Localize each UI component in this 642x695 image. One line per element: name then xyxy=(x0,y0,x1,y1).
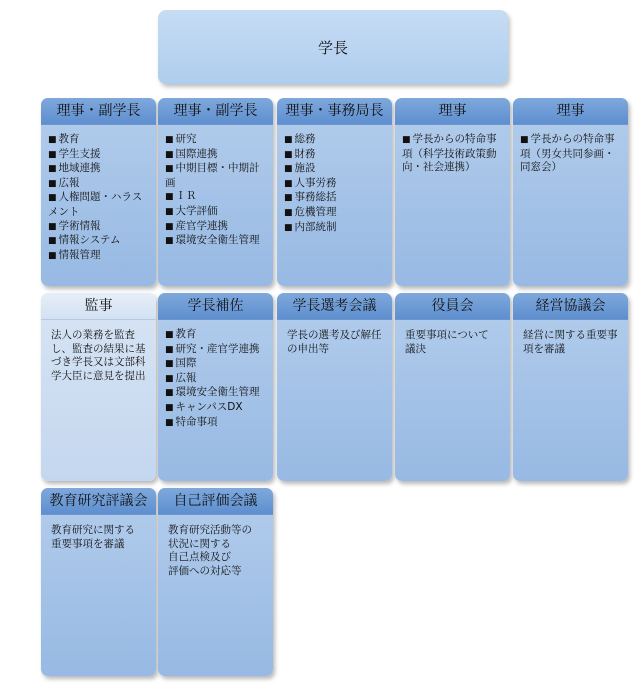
card-board xyxy=(395,293,510,481)
card-title: 理事・副学長 xyxy=(41,98,156,125)
card-text: 法人の業務を監査し、監査の結果に基づき学長又は文部科学大臣に意見を提出 xyxy=(51,329,146,382)
card-title: 自己評価会議 xyxy=(158,488,273,515)
card-title: 理事・事務局長 xyxy=(277,98,392,125)
president-box xyxy=(158,10,508,84)
list-item: ■ 学長からの特命事項（科学技術政策動向・社会連携） xyxy=(402,133,497,174)
card-self-evaluation-council xyxy=(158,488,273,676)
list-item: ■ 学生支援 xyxy=(48,147,101,160)
list-item: ■ 地域連携 xyxy=(48,162,101,175)
list-item: ■ 環境安全衛生管理 xyxy=(165,234,260,247)
list-item: ■ 学長からの特命事項（男女共同参画・同窓会） xyxy=(520,133,615,174)
list-item: ■ 大学評価 xyxy=(165,204,218,217)
list-item: ■ 研究 xyxy=(165,133,197,145)
president-label: 学長 xyxy=(317,38,348,57)
card-text: 経営に関する重要事項を審議 xyxy=(523,329,618,355)
card-director-special-2 xyxy=(513,98,628,286)
card-title: 監事 xyxy=(41,293,156,320)
list-item: ■ 人権問題・ハラスメント xyxy=(48,191,143,218)
list-item: ■ 特命事項 xyxy=(165,415,218,428)
list-item: ■ 広報 xyxy=(165,371,197,384)
card-director-special-1 xyxy=(395,98,510,286)
list-item: ■ 教育 xyxy=(48,133,80,145)
duty-list xyxy=(158,328,273,430)
card-text: 学長の選考及び解任の申出等 xyxy=(287,329,382,355)
list-item: ■ 内部統制 xyxy=(284,220,337,233)
card-title: 役員会 xyxy=(395,293,510,320)
card-president-assistant xyxy=(158,293,273,481)
list-item: ■ 人事労務 xyxy=(284,176,337,189)
card-executive-director xyxy=(277,98,392,286)
list-item: ■ 危機管理 xyxy=(284,205,337,218)
list-item: ■ 環境安全衛生管理 xyxy=(165,386,260,399)
card-title: 理事 xyxy=(395,98,510,125)
duty-list xyxy=(158,133,273,249)
duty-list xyxy=(277,133,392,235)
list-item: ■ キャンパスDX xyxy=(165,400,243,413)
card-vp-research xyxy=(158,98,273,286)
card-selection-council xyxy=(277,293,392,481)
card-text: 重要事項について 議決 xyxy=(405,329,489,355)
list-item: ■ 産官学連携 xyxy=(165,219,229,232)
card-education-research-council xyxy=(41,488,156,676)
list-item: ■ 情報システム xyxy=(48,234,121,247)
card-title: 理事・副学長 xyxy=(158,98,273,125)
duty-list xyxy=(395,133,510,175)
duty-list xyxy=(41,133,156,263)
duty-list xyxy=(513,133,628,175)
card-title: 教育研究評議会 xyxy=(41,488,156,515)
card-title: 学長選考会議 xyxy=(277,293,392,320)
card-text: 教育研究に関する 重要事項を審議 xyxy=(51,524,135,550)
list-item: ■ 学術情報 xyxy=(48,219,101,232)
list-item: ■ ＩＲ xyxy=(165,190,197,203)
list-item: ■ 中期目標・中期計画 xyxy=(165,162,260,189)
list-item: ■ 総務 xyxy=(284,133,316,145)
list-item: ■ 教育 xyxy=(165,328,197,340)
list-item: ■ 施設 xyxy=(284,162,316,175)
list-item: ■ 情報管理 xyxy=(48,248,101,261)
list-item: ■ 広報 xyxy=(48,176,80,189)
card-vp-education xyxy=(41,98,156,286)
list-item: ■ 国際連携 xyxy=(165,147,218,160)
card-title: 経営協議会 xyxy=(513,293,628,320)
list-item: ■ 財務 xyxy=(284,147,316,160)
list-item: ■ 研究・産官学連携 xyxy=(165,342,260,355)
card-title: 学長補佐 xyxy=(158,293,273,320)
card-management-council xyxy=(513,293,628,481)
card-text: 教育研究活動等の 状況に関する 自己点検及び 評価への対応等 xyxy=(168,524,252,577)
card-title: 理事 xyxy=(513,98,628,125)
list-item: ■ 事務総括 xyxy=(284,191,337,204)
list-item: ■ 国際 xyxy=(165,357,197,370)
card-auditor xyxy=(41,293,156,481)
